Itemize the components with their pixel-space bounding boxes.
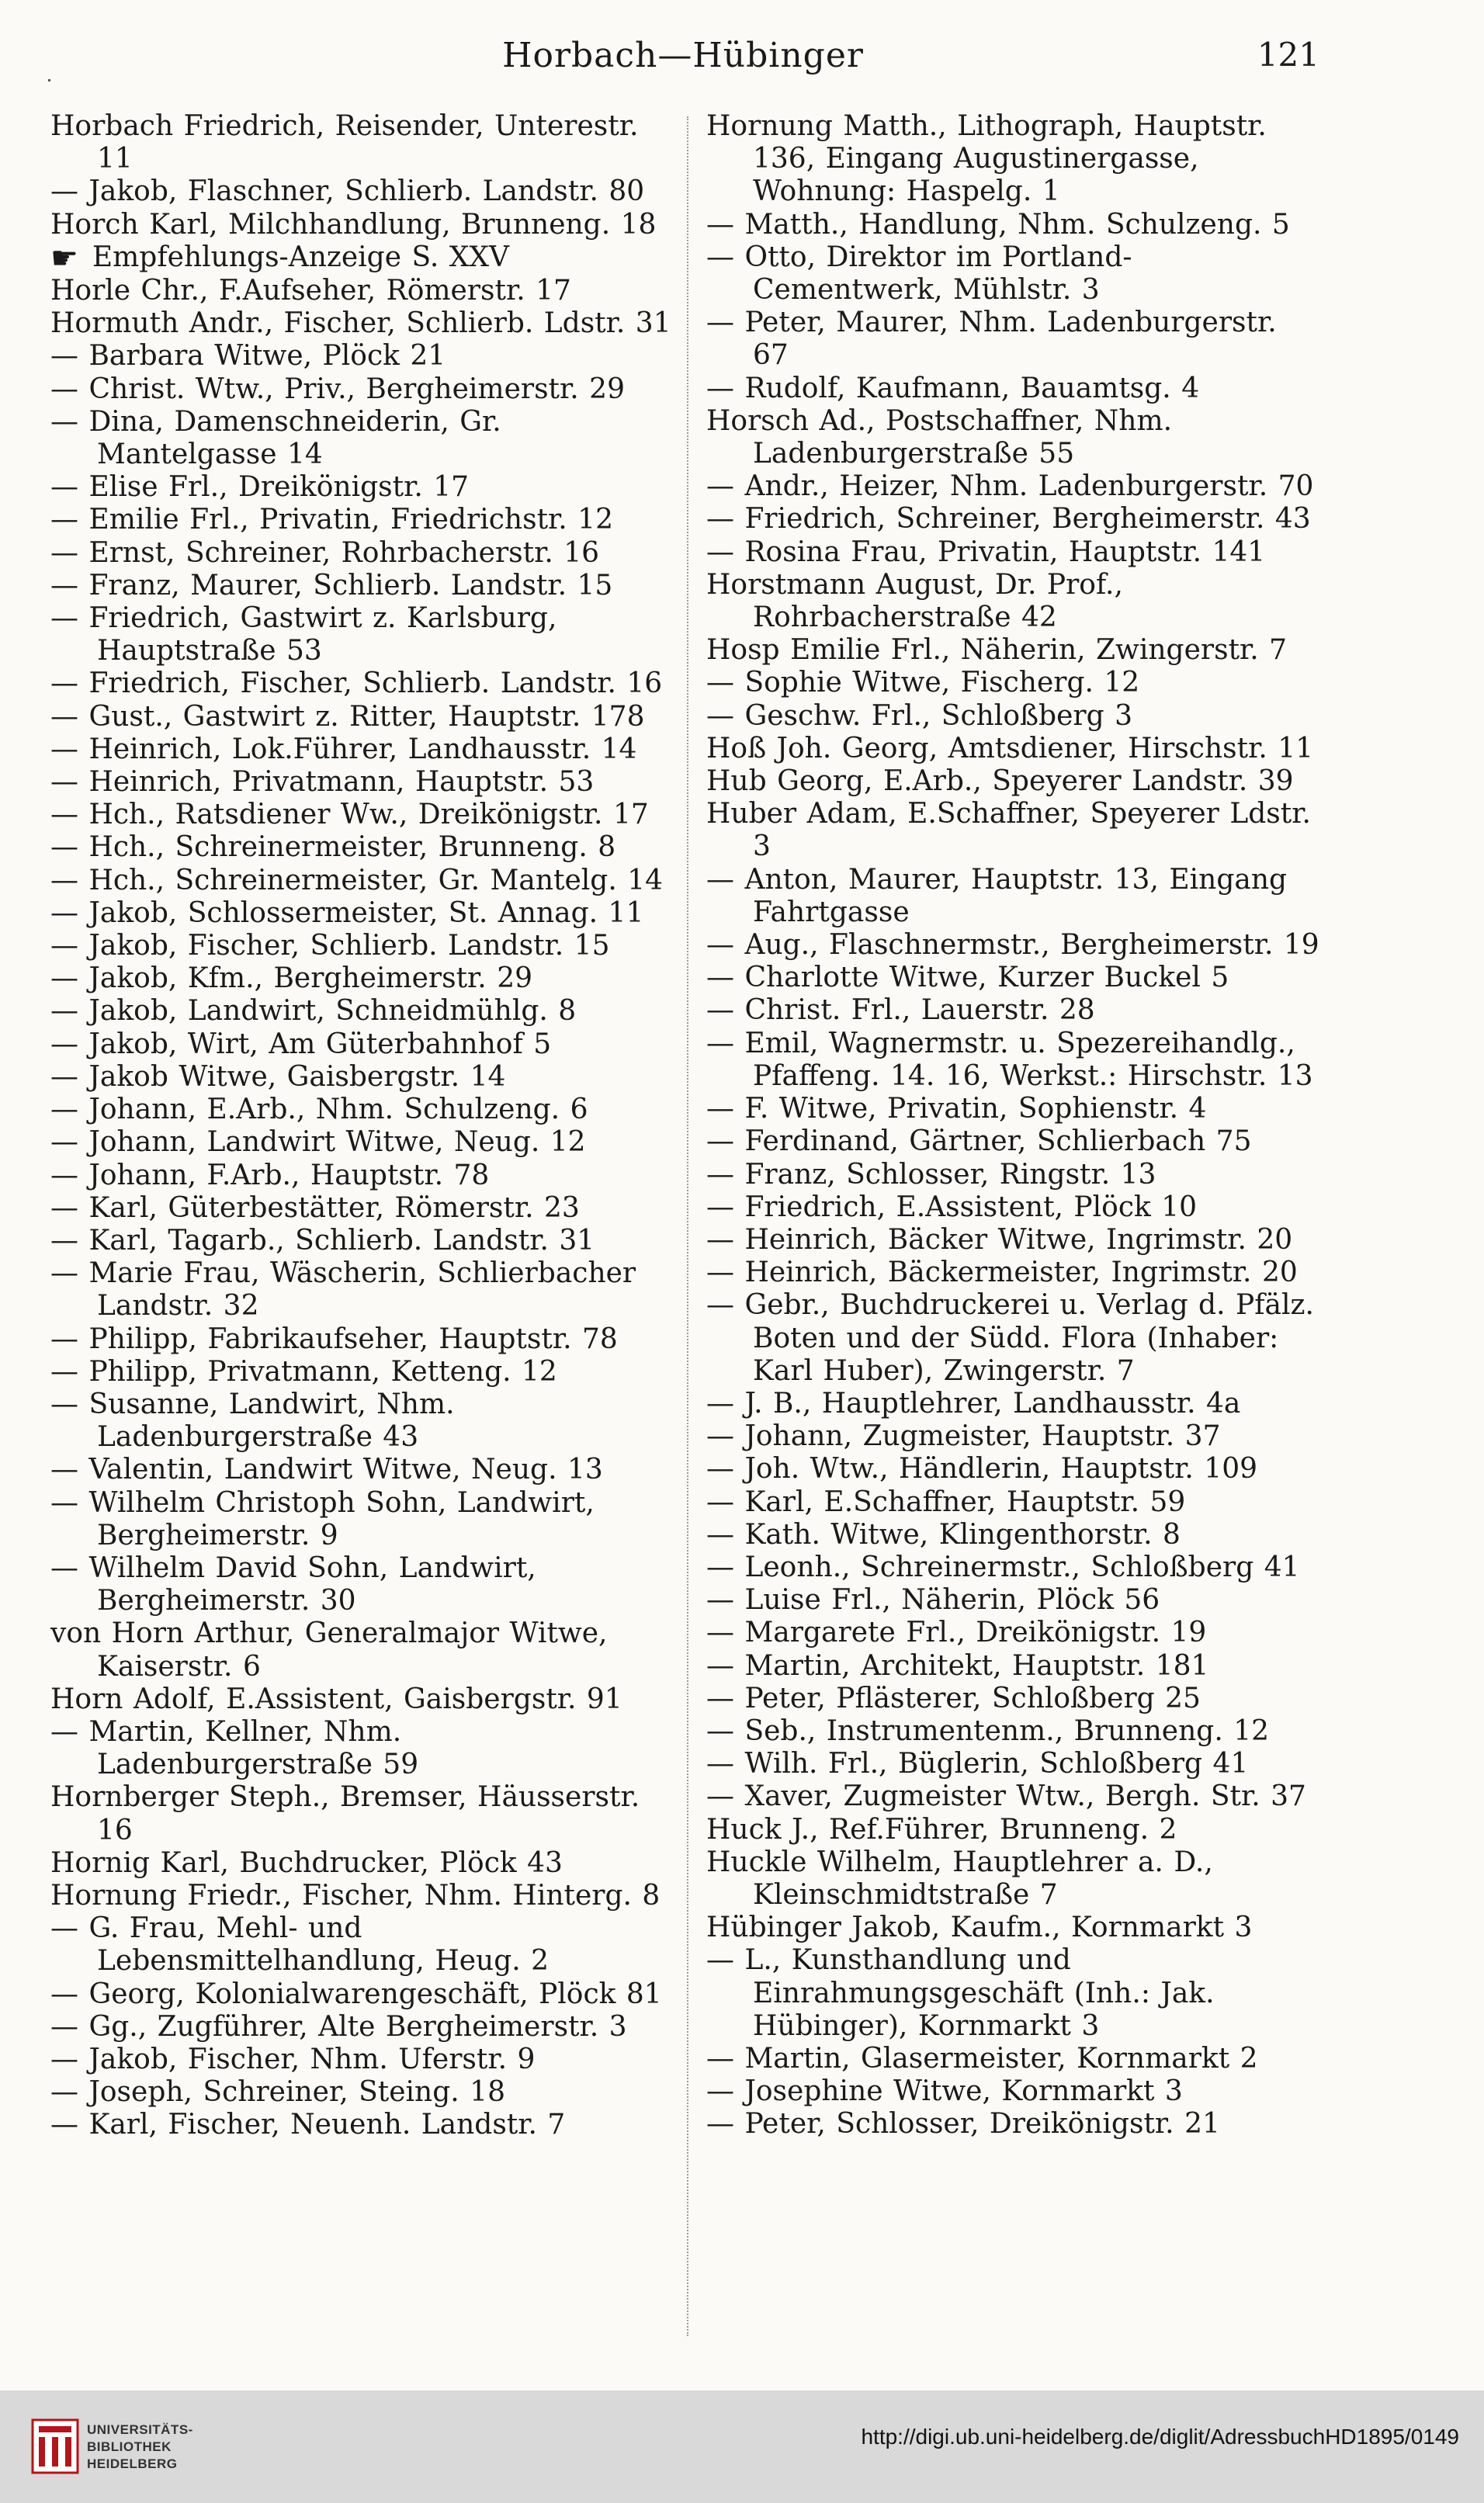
directory-entry: — Karl, Güterbestätter, Römerstr. 23: [50, 1191, 580, 1224]
directory-entry: — L., Kunsthandlung und Einrahmungsgeschäft (Inh.: Jak. Hübinger), Kornmarkt 3: [706, 1944, 1215, 2042]
directory-entry: — Valentin, Landwirt Witwe, Neug. 13: [50, 1454, 603, 1486]
footer-bar: [0, 2390, 1484, 2503]
directory-entry: — Martin, Architekt, Hauptstr. 181: [706, 1649, 1209, 1682]
library-name-line: HEIDELBERG: [87, 2456, 178, 2471]
library-name: [87, 2422, 193, 2473]
directory-entry: — Friedrich, Schreiner, Bergheimerstr. 43: [706, 503, 1311, 536]
directory-entry: Hübinger Jakob, Kaufm., Kornmarkt 3: [706, 1912, 1253, 1944]
directory-entry: — Ferdinand, Gärtner, Schlierbach 75: [706, 1125, 1252, 1158]
page-number: 121: [1257, 36, 1319, 74]
directory-entry: — Hch., Schreinermeister, Gr. Mantelg. 14: [50, 864, 664, 896]
directory-entry: Horstmann August, Dr. Prof., Rohrbacherstraße 42: [706, 568, 1123, 634]
directory-entry: — Wilhelm David Sohn, Landwirt, Bergheimerstr. 30: [50, 1551, 536, 1617]
directory-entry: — Christ. Wtw., Priv., Bergheimerstr. 29: [50, 373, 625, 405]
directory-entry: Huber Adam, E.Schaffner, Speyerer Ldstr. 3: [706, 798, 1311, 863]
directory-entry: Hornung Friedr., Fischer, Nhm. Hinterg. 8: [50, 1879, 661, 1912]
directory-entry: — Philipp, Fabrikaufseher, Hauptstr. 78: [50, 1323, 618, 1355]
directory-entry: — Jakob, Wirt, Am Güterbahnhof 5: [50, 1028, 552, 1060]
directory-entry: — Friedrich, Gastwirt z. Karlsburg, Hauptstraße 53: [50, 602, 557, 667]
directory-entry: — Heinrich, Bäcker Witwe, Ingrimstr. 20: [706, 1223, 1293, 1256]
directory-entry: — Philipp, Privatmann, Ketteng. 12: [50, 1355, 557, 1388]
directory-entry: — Joseph, Schreiner, Steing. 18: [50, 2076, 505, 2109]
directory-entry: — Jakob, Flaschner, Schlierb. Landstr. 80: [50, 175, 645, 208]
directory-entry: — Rudolf, Kaufmann, Bauamtsg. 4: [706, 372, 1200, 404]
directory-entry: — Peter, Maurer, Nhm. Ladenburgerstr. 67: [706, 307, 1277, 372]
directory-entry: Huck J., Ref.Führer, Brunneng. 2: [706, 1813, 1177, 1846]
directory-entry: — Wilhelm Christoph Sohn, Landwirt, Bergheimerstr. 9: [50, 1486, 595, 1551]
directory-entry: — Karl, Tagarb., Schlierb. Landstr. 31: [50, 1224, 595, 1257]
directory-entry: Hornung Matth., Lithograph, Hauptstr. 136, Eingang Augustinergasse, Wohnung: Haspelg. 1: [706, 110, 1267, 208]
right-column: [706, 110, 1319, 2141]
directory-entry: — Jakob Witwe, Gaisbergstr. 14: [50, 1060, 506, 1093]
directory-entry: — Leonh., Schreinermstr., Schloßberg 41: [706, 1551, 1300, 1583]
directory-entry: Horn Adolf, E.Assistent, Gaisbergstr. 91: [50, 1683, 622, 1715]
directory-entry: — Andr., Heizer, Nhm. Ladenburgerstr. 70: [706, 470, 1314, 503]
directory-entry: — Martin, Glasermeister, Kornmarkt 2: [706, 2042, 1258, 2075]
directory-entry: — Jakob, Landwirt, Schneidmühlg. 8: [50, 995, 577, 1028]
directory-entry: — Karl, E.Schaffner, Hauptstr. 59: [706, 1486, 1186, 1518]
directory-entry: — Jakob, Schlossermeister, St. Annag. 11: [50, 896, 644, 929]
directory-entry: Hormuth Andr., Fischer, Schlierb. Ldstr. 31: [50, 307, 671, 340]
left-column: [50, 110, 671, 2142]
library-seal-icon: [31, 2418, 79, 2474]
directory-entry: — Marie Frau, Wäscherin, Schlierbacher Landstr. 32: [50, 1257, 636, 1323]
directory-entry: — Susanne, Landwirt, Nhm. Ladenburgerstraße 43: [50, 1388, 455, 1454]
directory-entry: — Heinrich, Lok.Führer, Landhausstr. 14: [50, 733, 637, 765]
directory-entry: — Ernst, Schreiner, Rohrbacherstr. 16: [50, 536, 600, 569]
directory-entry: Hub Georg, E.Arb., Speyerer Landstr. 39: [706, 765, 1294, 798]
directory-entry: — Christ. Frl., Lauerstr. 28: [706, 994, 1095, 1027]
directory-entry: Huckle Wilhelm, Hauptlehrer a. D., Kleinschmidtstraße 7: [706, 1846, 1213, 1911]
directory-entry: — Peter, Schlosser, Dreikönigstr. 21: [706, 2108, 1220, 2141]
directory-entry: — Otto, Direktor im Portland-Cementwerk, Mühlstr. 3: [706, 241, 1132, 307]
directory-entry: — Heinrich, Privatmann, Hauptstr. 53: [50, 766, 595, 799]
directory-entry: Horbach Friedrich, Reisender, Unterestr. 11: [50, 110, 639, 175]
directory-entry: — Martin, Kellner, Nhm. Ladenburgerstraße 59: [50, 1715, 419, 1781]
directory-entry: — Margarete Frl., Dreikönigstr. 19: [706, 1617, 1207, 1649]
directory-entry: Horsch Ad., Postschaffner, Nhm. Ladenburgerstraße 55: [706, 404, 1173, 470]
directory-entry: — Hch., Ratsdiener Ww., Dreikönigstr. 17: [50, 799, 649, 831]
source-url-link[interactable]: http://digi.ub.uni-heidelberg.de/diglit/AdressbuchHD1895/0149: [861, 2425, 1459, 2449]
directory-entry: — Emilie Frl., Privatin, Friedrichstr. 12: [50, 504, 613, 536]
directory-entry: — Charlotte Witwe, Kurzer Buckel 5: [706, 962, 1229, 994]
directory-entry: — Matth., Handlung, Nhm. Schulzeng. 5: [706, 208, 1290, 241]
library-name-line: BIBLIOTHEK: [87, 2439, 172, 2454]
directory-entry: — Dina, Damenschneiderin, Gr. Mantelgasse 14: [50, 405, 501, 471]
directory-entry: — Jakob, Kfm., Bergheimerstr. 29: [50, 962, 533, 995]
directory-entry: — Josephine Witwe, Kornmarkt 3: [706, 2075, 1183, 2108]
directory-entry: — Friedrich, E.Assistent, Plöck 10: [706, 1191, 1198, 1223]
directory-entry: — Karl, Fischer, Neuenh. Landstr. 7: [50, 2109, 566, 2141]
directory-entry: — Johann, E.Arb., Nhm. Schulzeng. 6: [50, 1094, 588, 1126]
directory-entry: Horle Chr., F.Aufseher, Römerstr. 17: [50, 275, 571, 307]
directory-entry: — J. B., Hauptlehrer, Landhausstr. 4a: [706, 1387, 1241, 1420]
directory-entry: — Anton, Maurer, Hauptstr. 13, Eingang Fahrtgasse: [706, 863, 1288, 928]
directory-entry: — Johann, Landwirt Witwe, Neug. 12: [50, 1126, 586, 1159]
directory-entry: — Franz, Schlosser, Ringstr. 13: [706, 1158, 1156, 1191]
pointing-hand-icon: ☛: [50, 240, 78, 276]
directory-entry: — Luise Frl., Näherin, Plöck 56: [706, 1584, 1160, 1617]
directory-entry: — Jakob, Fischer, Nhm. Uferstr. 9: [50, 2043, 536, 2075]
directory-entry: — Gg., Zugführer, Alte Bergheimerstr. 3: [50, 2010, 627, 2043]
library-logo[interactable]: [31, 2412, 233, 2482]
directory-entry: von Horn Arthur, Generalmajor Witwe, Kaiserstr. 6: [50, 1617, 608, 1683]
directory-entry: — Geschw. Frl., Schloßberg 3: [706, 699, 1132, 732]
directory-entry: — Gebr., Buchdruckerei u. Verlag d. Pfälz. Boten und der Südd. Flora (Inhaber: Karl Huber), Zwingerstr. 7: [706, 1289, 1314, 1387]
library-name-line: UNIVERSITÄTS-: [87, 2422, 193, 2437]
directory-entry: — Peter, Pflästerer, Schloßberg 25: [706, 1682, 1201, 1714]
directory-entry: — Johann, Zugmeister, Hauptstr. 37: [706, 1420, 1221, 1453]
directory-entry: — Johann, F.Arb., Hauptstr. 78: [50, 1159, 490, 1191]
directory-entry: Hosp Emilie Frl., Näherin, Zwingerstr. 7: [706, 634, 1288, 667]
directory-entry: — Gust., Gastwirt z. Ritter, Hauptstr. 178: [50, 700, 645, 733]
directory-entry: — Seb., Instrumentenm., Brunneng. 12: [706, 1714, 1270, 1747]
directory-entry: — Jakob, Fischer, Schlierb. Landstr. 15: [50, 930, 610, 962]
directory-entry: — Sophie Witwe, Fischerg. 12: [706, 667, 1140, 699]
directory-entry: — Hch., Schreinermeister, Brunneng. 8: [50, 831, 616, 864]
page-header: [47, 31, 1319, 93]
directory-entry: — G. Frau, Mehl- und Lebensmittelhandlung, Heug. 2: [50, 1912, 550, 1978]
directory-entry: Hoß Joh. Georg, Amtsdiener, Hirschstr. 11: [706, 732, 1314, 764]
column-divider: [687, 116, 688, 2336]
directory-entry: Hornberger Steph., Bremser, Häusserstr. 16: [50, 1781, 640, 1846]
directory-entry: — Rosina Frau, Privatin, Hauptstr. 141: [706, 536, 1266, 568]
directory-entry: — Franz, Maurer, Schlierb. Landstr. 15: [50, 569, 613, 601]
directory-entry: — Georg, Kolonialwarengeschäft, Plöck 81: [50, 1978, 662, 2010]
directory-entry: — Aug., Flaschnermstr., Bergheimerstr. 19: [706, 929, 1319, 962]
directory-entry: — Kath. Witwe, Klingenthorstr. 8: [706, 1518, 1181, 1551]
directory-entry: — Joh. Wtw., Händlerin, Hauptstr. 109: [706, 1453, 1258, 1486]
directory-entry: [50, 241, 671, 275]
directory-entry: Horch Karl, Milchhandlung, Brunneng. 18: [50, 208, 657, 241]
directory-entry: — Emil, Wagnermstr. u. Spezereihandlg., Pfaffeng. 14. 16, Werkst.: Hirschstr. 13: [706, 1027, 1313, 1092]
directory-entry: — F. Witwe, Privatin, Sophienstr. 4: [706, 1093, 1207, 1125]
directory-entry: — Xaver, Zugmeister Wtw., Bergh. Str. 37: [706, 1780, 1306, 1813]
directory-entry: — Heinrich, Bäckermeister, Ingrimstr. 20: [706, 1257, 1298, 1289]
directory-entry: — Elise Frl., Dreikönigstr. 17: [50, 471, 470, 504]
directory-entry: — Wilh. Frl., Büglerin, Schloßberg 41: [706, 1748, 1249, 1780]
directory-entry: — Barbara Witwe, Plöck 21: [50, 340, 446, 373]
running-title: Horbach—Hübinger: [502, 36, 864, 75]
entry-text: Empfehlungs-Anzeige S. XXV: [92, 241, 509, 273]
directory-entry: Hornig Karl, Buchdrucker, Plöck 43: [50, 1846, 563, 1879]
directory-entry: — Friedrich, Fischer, Schlierb. Landstr. 16: [50, 667, 663, 700]
